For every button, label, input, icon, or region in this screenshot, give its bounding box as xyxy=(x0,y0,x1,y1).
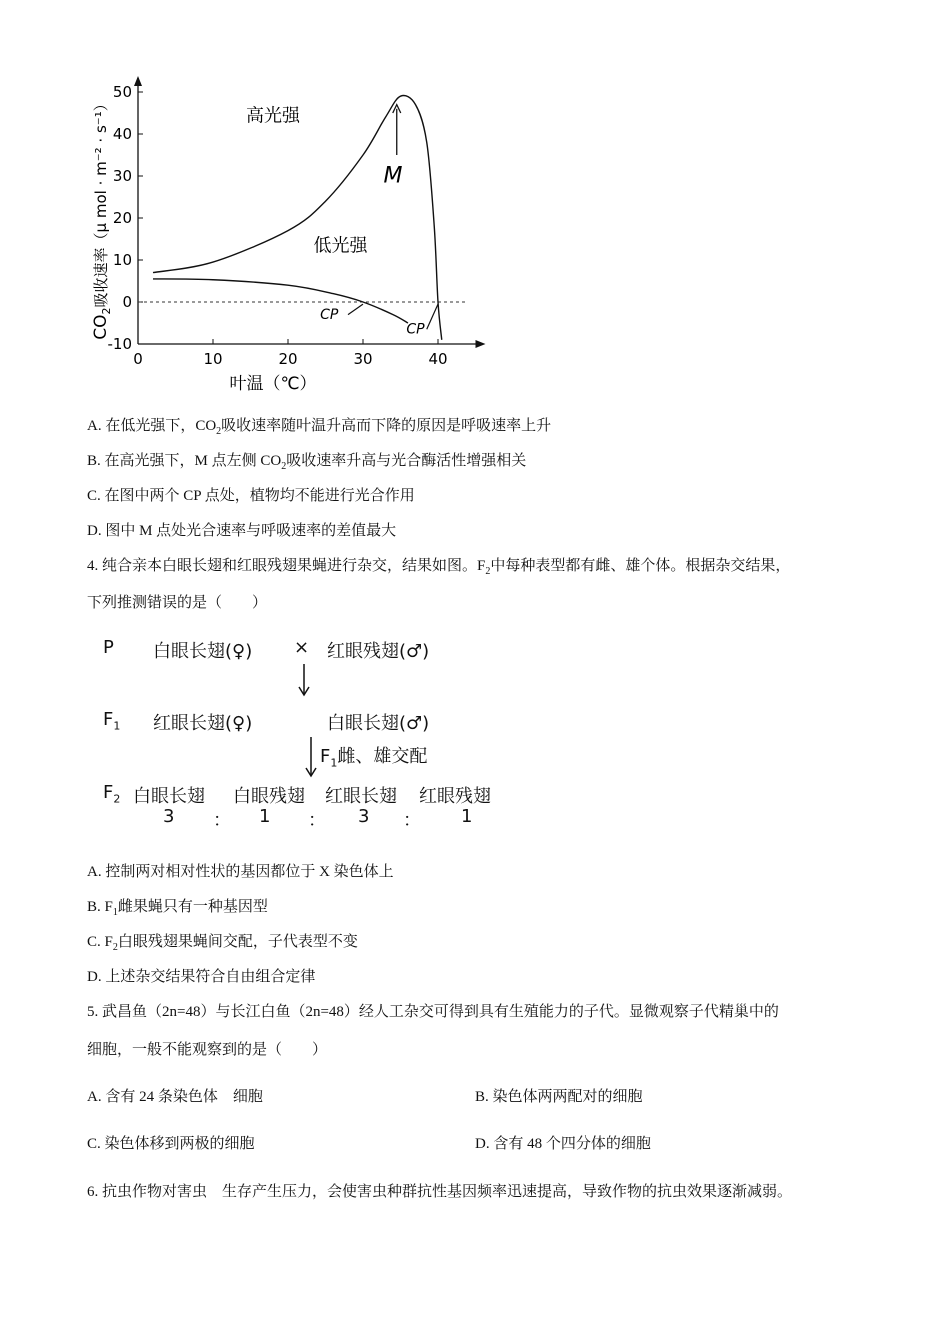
f1-female: 红眼长翅(♀) xyxy=(153,713,253,734)
cp-label: CP xyxy=(406,321,425,338)
cp-arrow xyxy=(348,304,363,315)
f1-cross-note: $F_1$雌、雄交配 xyxy=(320,746,428,770)
q4-option-b: B. $F_1$雌果蝇只有一种基因型 xyxy=(87,899,268,918)
q5-option-c: C. 染色体移到两极的细胞 xyxy=(87,1136,255,1152)
p-female: 白眼长翅(♀) xyxy=(153,641,253,662)
x-tick-label: 30 xyxy=(353,350,373,368)
q4-stem-line1: 4. 纯合亲本白眼长翅和红眼残翅果蝇进行杂交，结果如图。$F_2$中每种表型都有雌、雄个体。根据杂交结果， xyxy=(87,558,791,577)
q5-option-a: A. 含有 24 条染色体 细胞 xyxy=(87,1089,263,1105)
y-tick-label: 30 xyxy=(112,167,132,185)
arrow-down-icon xyxy=(303,735,319,779)
ratio-value: 3 xyxy=(163,806,175,827)
y-tick-label: -10 xyxy=(107,335,132,353)
x-tick-label: 0 xyxy=(133,350,143,368)
series-line-low-light xyxy=(153,279,408,323)
x-tick-label: 40 xyxy=(428,350,448,368)
q4-option-d: D. 上述杂交结果符合自由组合定律 xyxy=(87,969,316,985)
q3-option-d: D. 图中 M 点处光合速率与呼吸速率的差值最大 xyxy=(87,523,397,539)
x-tick-label: 10 xyxy=(203,350,223,368)
q4-stem-line2: 下列推测错误的是（ ） xyxy=(87,595,268,611)
q5-stem-line1: 5. 武昌鱼（2n=48）与长江白鱼（2n=48）经人工杂交可得到具有生殖能力的子代。显微观察子代精巢中的 xyxy=(87,1004,779,1020)
f1-label: $F_1$ xyxy=(103,709,121,733)
f2-label: $F_2$ xyxy=(103,782,121,806)
q5-option-b: B. 染色体两两配对的细胞 xyxy=(475,1089,643,1105)
ratio-colon: ： xyxy=(403,810,421,831)
f2-type: 红眼残翅 xyxy=(419,786,491,807)
p-label: P xyxy=(103,637,114,658)
cp-label: CP xyxy=(320,306,339,323)
q4-option-c: C. $F_2$白眼残翅果蝇间交配，子代表型不变 xyxy=(87,934,358,953)
q6-stem-line1: 6. 抗虫作物对害虫 生存产生压力，会使害虫种群抗性基因频率迅速提高，导致作物的抗虫效果逐渐减弱。 xyxy=(87,1184,793,1200)
ratio-value: 1 xyxy=(461,806,473,827)
q3-option-c: C. 在图中两个 CP 点处，植物均不能进行光合作用 xyxy=(87,488,415,504)
x-axis-label: 叶温（℃） xyxy=(229,374,317,394)
y-tick-label: 50 xyxy=(112,83,132,101)
q4-option-a: A. 控制两对相对性状的基因都位于 X 染色体上 xyxy=(87,864,394,880)
f2-type: 白眼长翅 xyxy=(133,786,205,807)
ratio-colon: ： xyxy=(213,810,231,831)
m-point-label: M xyxy=(383,163,403,189)
series-label-high-light: 高光强 xyxy=(246,105,300,127)
q5-option-d: D. 含有 48 个四分体的细胞 xyxy=(475,1136,651,1152)
x-axis-arrow xyxy=(476,340,486,348)
f2-type: 红眼长翅 xyxy=(325,786,397,807)
q5-stem-line2: 细胞，一般不能观察到的是（ ） xyxy=(87,1042,328,1058)
y-tick-label: 0 xyxy=(122,293,132,311)
x-tick-label: 20 xyxy=(278,350,298,368)
f2-type: 白眼残翅 xyxy=(233,786,305,807)
q3-option-b: B. 在高光强下，M 点左侧 $CO_2$吸收速率升高与光合酶活性增强相关 xyxy=(87,453,527,472)
y-tick-label: 10 xyxy=(112,251,132,269)
y-tick-label: 20 xyxy=(112,209,132,227)
f1-male: 白眼长翅(♂) xyxy=(327,713,430,734)
q3-option-a: A. 在低光强下，$CO_2$吸收速率随叶温升高而下降的原因是呼吸速率上升 xyxy=(87,418,552,437)
cp-arrow xyxy=(427,304,438,329)
arrow-down-icon xyxy=(296,662,312,698)
ratio-colon: ： xyxy=(308,810,326,831)
p-male: 红眼残翅(♂) xyxy=(327,641,430,662)
cross-symbol: × xyxy=(294,637,310,658)
y-axis-arrow xyxy=(134,76,142,86)
series-line-high-light xyxy=(153,96,442,340)
ratio-value: 3 xyxy=(358,806,370,827)
series-label-low-light: 低光强 xyxy=(313,235,368,257)
ratio-value: 1 xyxy=(259,806,271,827)
y-tick-label: 40 xyxy=(112,125,132,143)
co2-absorption-chart xyxy=(80,75,500,395)
y-axis-label: $CO_2$吸收速率（μ mol · m⁻² · s⁻¹） xyxy=(91,96,113,340)
